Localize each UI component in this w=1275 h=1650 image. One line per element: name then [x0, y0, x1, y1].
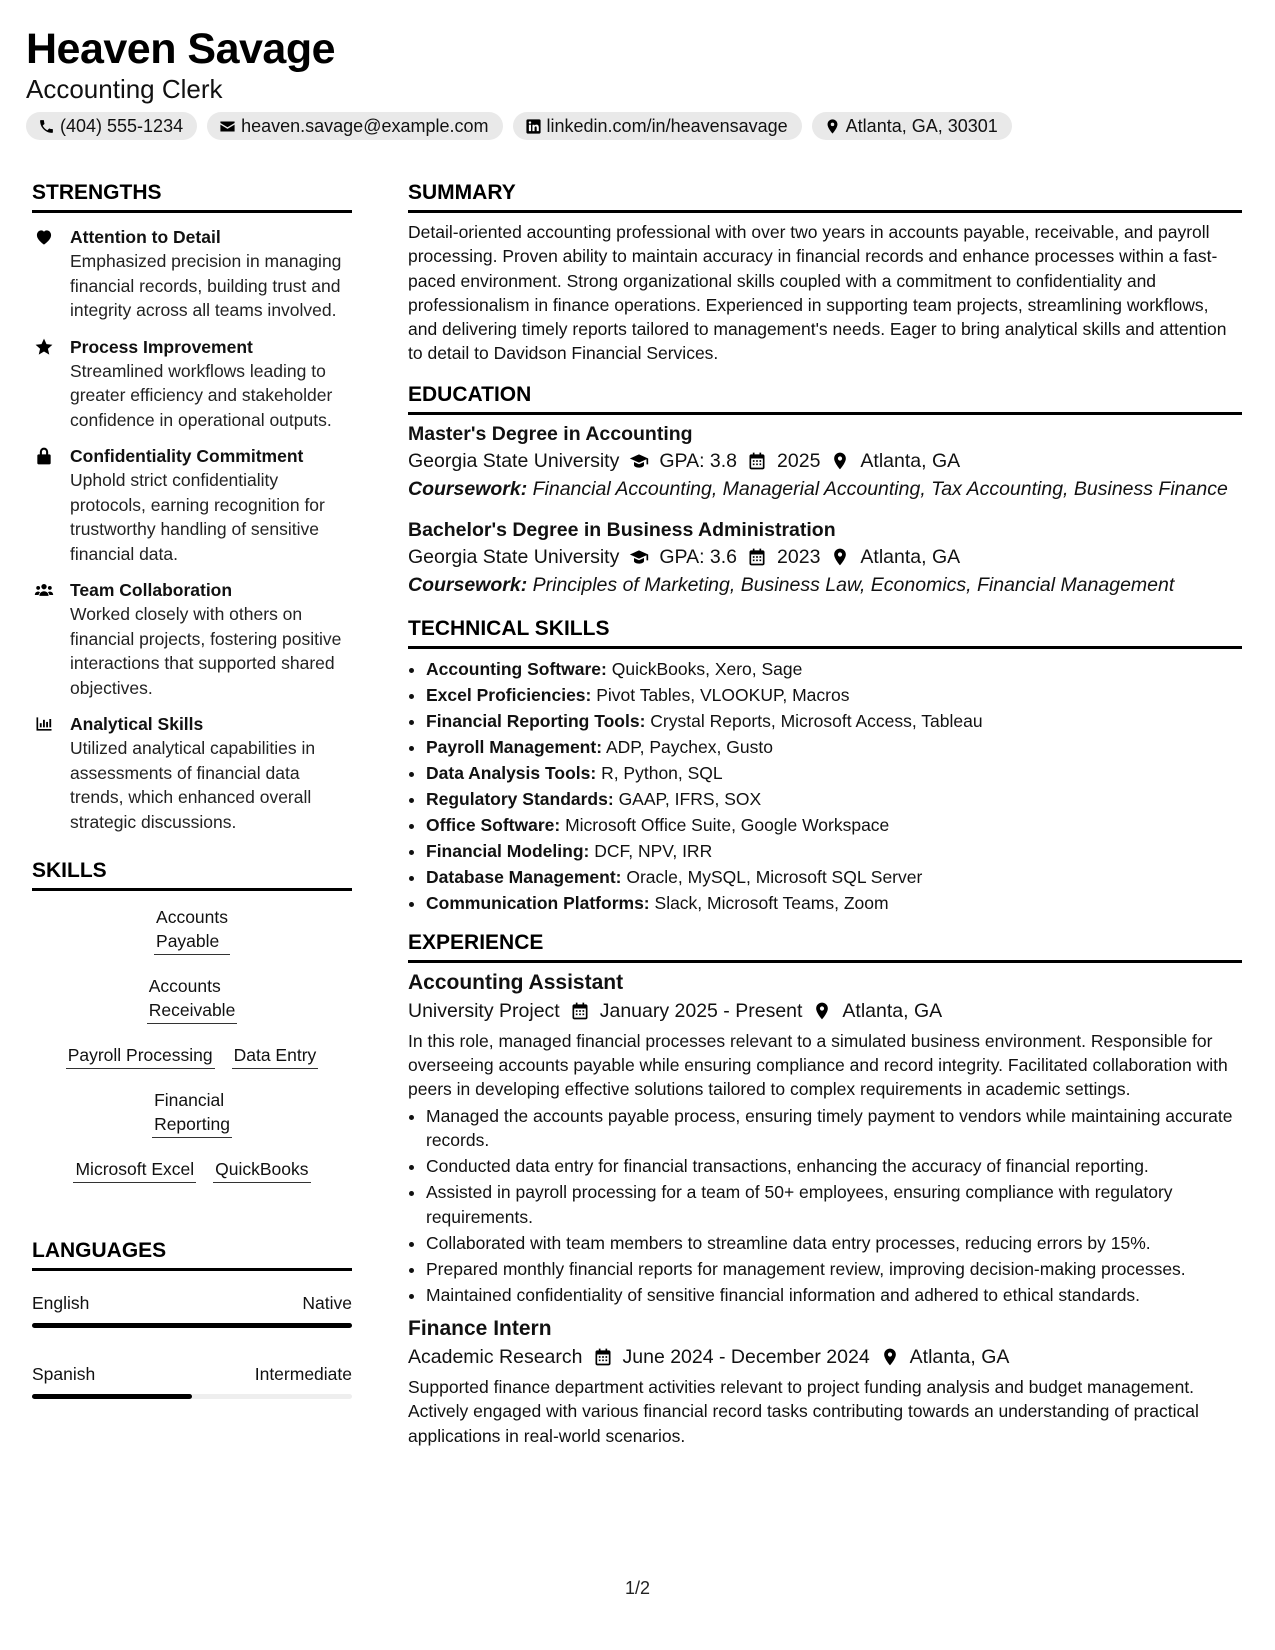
school-name: Georgia State University — [408, 449, 620, 472]
job-dates: January 2025 - Present — [599, 999, 803, 1022]
education-location: Atlanta, GA — [860, 546, 961, 569]
language-bar — [32, 1323, 352, 1328]
experience-item — [408, 969, 1242, 1307]
map-pin-icon — [812, 1001, 832, 1021]
job-role: Finance Intern — [408, 1317, 552, 1341]
skill-category: Database Management: — [426, 866, 622, 887]
list-item — [426, 838, 1242, 864]
skill-tag: Data Entry — [232, 1043, 319, 1069]
skill-tag: Payroll Processing — [66, 1043, 215, 1069]
skill-tag: Accounts Receivable — [147, 974, 238, 1024]
lock-icon — [34, 446, 54, 466]
skill-values: R, Python, SQL — [601, 762, 723, 783]
users-icon — [34, 580, 54, 600]
calendar-icon — [747, 547, 767, 567]
skill-values: DCF, NPV, IRR — [594, 840, 713, 861]
experience-heading: EXPERIENCE — [408, 928, 1242, 963]
job-dates: June 2024 - December 2024 — [622, 1346, 870, 1369]
strength-title: Process Improvement — [70, 336, 253, 357]
calendar-icon — [593, 1347, 613, 1367]
strength-title: Attention to Detail — [70, 227, 221, 247]
strength-item — [32, 712, 352, 834]
language-bar-fill — [32, 1323, 352, 1328]
list-item — [426, 682, 1242, 708]
skill-values: ADP, Paychex, Gusto — [605, 736, 773, 757]
skill-category: Payroll Management: — [426, 736, 603, 757]
location-pill — [812, 112, 1012, 140]
education-location: Atlanta, GA — [860, 449, 961, 472]
skill-category: Regulatory Standards: — [426, 788, 614, 809]
job-title: Accounting Clerk — [26, 74, 223, 104]
resume-header — [26, 22, 1249, 140]
gpa-text: GPA: 3.6 — [659, 546, 738, 569]
envelope-icon — [219, 118, 236, 135]
list-item — [426, 786, 1242, 812]
list-item: • Assisted in payroll processing for a team of 50+ employees, ensuring compliance with regulatory requirements. — [426, 1180, 1242, 1229]
experience-meta — [408, 1343, 1242, 1371]
skill-category: Excel Proficiencies: — [426, 684, 592, 705]
heart-icon — [34, 227, 54, 247]
list-item: • Maintained confidentiality of sensitive financial information and adhered to ethical standards. — [426, 1283, 1242, 1308]
linkedin-pill[interactable] — [513, 112, 802, 140]
email-text: heaven.savage@example.com — [241, 116, 489, 136]
job-role: Accounting Assistant — [408, 970, 624, 994]
list-item — [426, 890, 1242, 916]
organization: University Project — [408, 999, 560, 1022]
skills-list — [32, 891, 352, 1202]
skill-tag: Financial Reporting — [152, 1088, 232, 1138]
list-item — [426, 656, 1242, 682]
phone-text: (404) 555-1234 — [60, 116, 184, 136]
chart-icon — [34, 714, 54, 734]
email-pill[interactable] — [207, 112, 502, 140]
education-item — [408, 517, 1242, 598]
technical-skills-list — [408, 656, 1242, 916]
list-item — [426, 760, 1242, 786]
job-location: Atlanta, GA — [842, 999, 943, 1022]
page-number: 1/2 — [624, 1578, 651, 1598]
coursework-text: Financial Accounting, Managerial Accounting, Tax Accounting, Business Finance — [532, 477, 1228, 500]
skill-values: Oracle, MySQL, Microsoft SQL Server — [626, 866, 923, 887]
strength-desc: Uphold strict confidentiality protocols, earning recognition for trustworthy handling of sensitive financial data. — [70, 470, 325, 564]
job-description: In this role, managed financial processes relevant to a simulated business environment. Responsible for overseeing accounts payable while ensuring compliance and record integrity. Facilitated collaboration with peers in developing effective solutions tailored to complex requirements in academic settings. — [408, 1030, 1228, 1100]
skill-category: Communication Platforms: — [426, 892, 650, 913]
strength-item — [32, 225, 352, 323]
coursework — [408, 478, 1242, 502]
technical-skills-heading: TECHNICAL SKILLS — [408, 614, 1242, 649]
skills-heading: SKILLS — [32, 856, 352, 891]
skill-category: Accounting Software: — [426, 658, 607, 679]
calendar-icon — [570, 1001, 590, 1021]
map-pin-icon — [880, 1347, 900, 1367]
phone-icon — [38, 118, 55, 135]
strength-desc: Streamlined workflows leading to greater efficiency and stakeholder confidence in operational outputs. — [70, 360, 333, 430]
graduation-cap-icon — [629, 451, 649, 471]
language-level: Native — [302, 1293, 352, 1313]
list-item: • Prepared monthly financial reports for management review, improving decision-making processes. — [426, 1257, 1242, 1282]
linkedin-text: linkedin.com/in/heavensavage — [546, 116, 788, 136]
summary-heading: SUMMARY — [408, 178, 1242, 213]
education-meta — [408, 447, 1242, 475]
language-name: English — [32, 1293, 90, 1313]
job-bullets — [408, 1104, 1242, 1308]
degree-title: Bachelor's Degree in Business Administration — [408, 519, 836, 542]
candidate-name: Heaven Savage — [26, 25, 336, 73]
strength-item — [32, 578, 352, 700]
list-item: • Collaborated with team members to streamline data entry processes, reducing errors by 15%. — [426, 1231, 1242, 1256]
map-pin-icon — [830, 451, 850, 471]
skill-tag: Accounts Payable — [154, 905, 230, 955]
skill-tag: QuickBooks — [213, 1157, 310, 1183]
location-text: Atlanta, GA, 30301 — [845, 116, 998, 136]
skill-values: GAAP, IFRS, SOX — [618, 788, 762, 809]
education-meta — [408, 543, 1242, 571]
skill-category: Financial Modeling: — [426, 840, 590, 861]
language-item — [32, 1291, 352, 1328]
languages-heading: LANGUAGES — [32, 1236, 352, 1271]
phone-pill[interactable] — [26, 112, 197, 140]
skill-category: Office Software: — [426, 814, 561, 835]
strength-desc: Utilized analytical capabilities in assessments of financial data trends, which enhanced overall strategic discussions. — [70, 738, 316, 832]
list-item — [426, 864, 1242, 890]
right-column — [408, 178, 1242, 1448]
strength-item — [32, 335, 352, 433]
strength-desc: Worked closely with others on financial projects, fostering positive interactions that supported shared objectives. — [70, 604, 342, 698]
contact-bar — [26, 112, 1249, 140]
coursework-label: Coursework: — [408, 574, 528, 597]
language-item — [32, 1362, 352, 1399]
calendar-icon — [747, 451, 767, 471]
skill-values: Microsoft Office Suite, Google Workspace — [565, 814, 890, 835]
map-pin-icon — [830, 547, 850, 567]
coursework — [408, 574, 1242, 598]
star-icon — [34, 337, 54, 357]
skill-category: Data Analysis Tools: — [426, 762, 597, 783]
list-item — [426, 708, 1242, 734]
skill-values: QuickBooks, Xero, Sage — [611, 658, 803, 679]
experience-meta — [408, 997, 1242, 1025]
skill-values: Slack, Microsoft Teams, Zoom — [654, 892, 889, 913]
left-column — [32, 178, 352, 1399]
skill-values: Pivot Tables, VLOOKUP, Macros — [596, 684, 850, 705]
language-bar-fill — [32, 1394, 192, 1399]
education-heading: EDUCATION — [408, 380, 1242, 415]
strength-title: Analytical Skills — [70, 714, 204, 734]
strength-title: Team Collaboration — [70, 580, 233, 600]
summary-text: Detail-oriented accounting professional with over two years in accounts payable, receivable, and payroll processing. Proven ability to maintain accuracy in financial records and enhance processes within a fast-paced environment. Strong organizational skills coupled with a commitment to confidentiality and professionalism in finance operations. Experienced in supporting team projects, streamlining workflows, and delivering timely reports tailored to management's needs. Eager to bring analytical skills and attention to detail to Davidson Financial Services. — [408, 222, 1227, 364]
map-pin-icon — [824, 118, 841, 135]
school-name: Georgia State University — [408, 546, 620, 569]
linkedin-icon — [525, 118, 542, 135]
list-item: • Managed the accounts payable process, ensuring timely payment to vendors while maintaining accurate records. — [426, 1104, 1242, 1153]
gpa-text: GPA: 3.8 — [659, 449, 738, 472]
strength-item — [32, 444, 352, 566]
strengths-heading: STRENGTHS — [32, 178, 352, 213]
job-description: Supported finance department activities relevant to project funding analysis and budget management. Actively engaged with various financial record tasks contributing towards an understanding of practical applications in real-world scenarios. — [408, 1377, 1199, 1446]
coursework-label: Coursework: — [408, 477, 528, 500]
strength-desc: Emphasized precision in managing financial records, building trust and integrity across all teams involved. — [70, 251, 342, 320]
experience-item — [408, 1315, 1242, 1448]
job-location: Atlanta, GA — [909, 1346, 1010, 1369]
language-name: Spanish — [32, 1364, 96, 1384]
degree-title: Master's Degree in Accounting — [408, 422, 693, 445]
language-bar — [32, 1394, 352, 1399]
graduation-cap-icon — [629, 547, 649, 567]
list-item — [426, 812, 1242, 838]
skill-category: Financial Reporting Tools: — [426, 710, 646, 731]
strength-title: Confidentiality Commitment — [70, 446, 304, 466]
skill-values: Crystal Reports, Microsoft Access, Tableau — [650, 710, 983, 731]
organization: Academic Research — [408, 1346, 583, 1369]
education-item — [408, 421, 1242, 502]
language-level: Intermediate — [254, 1364, 352, 1384]
list-item: • Conducted data entry for financial transactions, enhancing the accuracy of financial reporting. — [426, 1154, 1242, 1179]
graduation-year: 2023 — [777, 546, 821, 569]
coursework-text: Principles of Marketing, Business Law, Economics, Financial Management — [532, 574, 1175, 597]
graduation-year: 2025 — [777, 449, 821, 472]
list-item — [426, 734, 1242, 760]
skill-tag: Microsoft Excel — [73, 1157, 196, 1183]
